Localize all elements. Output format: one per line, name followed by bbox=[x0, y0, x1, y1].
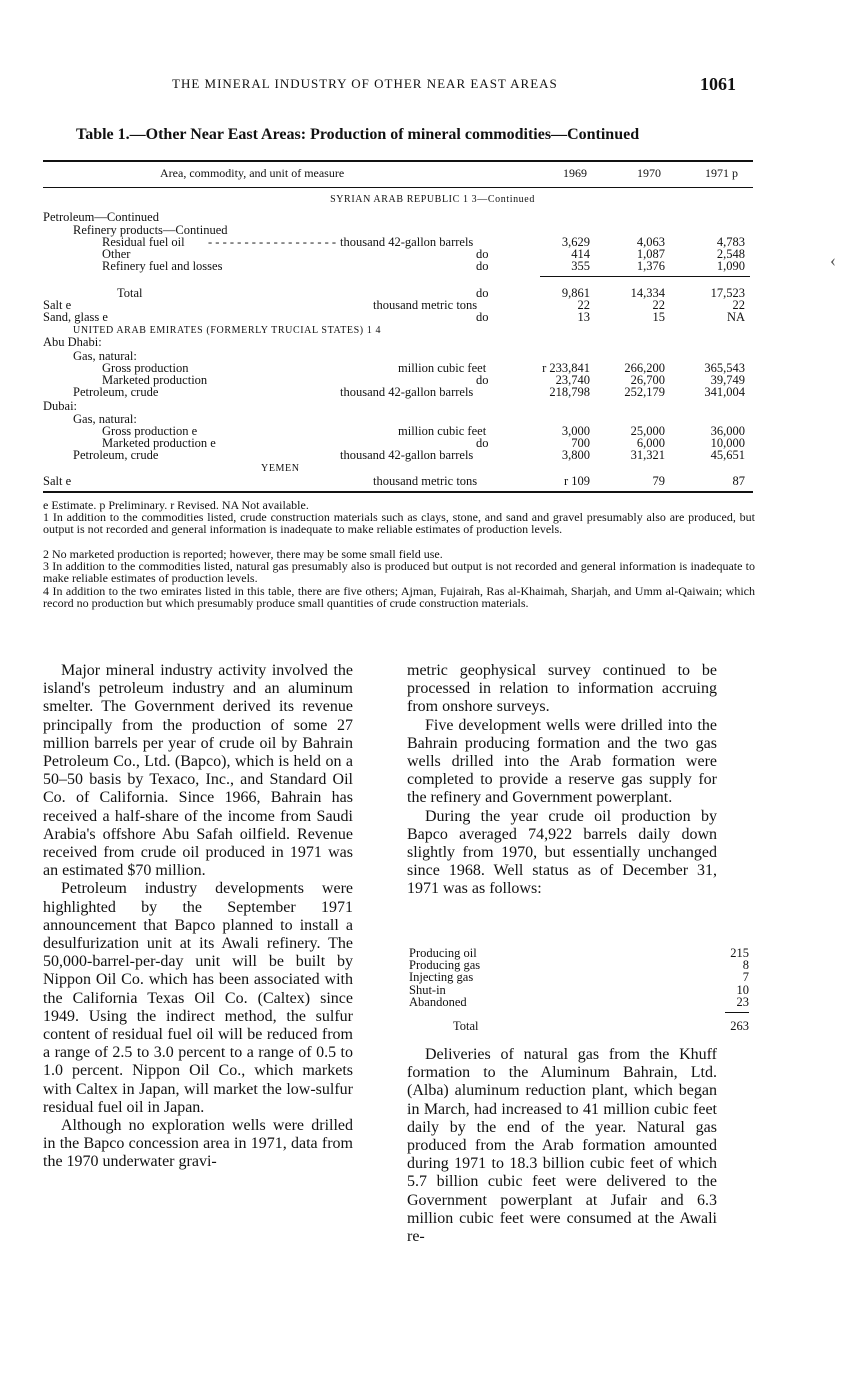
value-1969: 9,861 bbox=[561, 286, 590, 300]
row-label: Gas, natural: bbox=[73, 412, 137, 426]
well-total-value: 263 bbox=[730, 1019, 749, 1033]
value-1970: 25,000 bbox=[630, 424, 665, 438]
page-header bbox=[0, 74, 865, 96]
value-1969: 3,000 bbox=[561, 424, 590, 438]
row-unit: do bbox=[476, 259, 489, 273]
value-1970: 22 bbox=[652, 298, 665, 312]
value-1971: 1,090 bbox=[716, 259, 745, 273]
paragraph: Petroleum industry developments were highlighted by the September 1971 announcement that Bapco planned to install a desulfurization unit at its Awali refinery. The 50,000-barrel-per-day unit will be built by Nippon Oil Co. which has been associated with the California Texas Oil Co. (Caltex) since 1949. Using the indirect method, the sulfur content of residual fuel oil will be reduced from a range of 2.5 to 3.0 percent to a range of 0.5 to 1.0 percent. Nippon Oil Co., which markets with Caltex in Japan, will market the low-sulfur residual fuel oil in Japan. bbox=[43, 880, 353, 1116]
table-row bbox=[0, 311, 865, 324]
row-label: Salt e bbox=[43, 474, 72, 488]
page-number: 1061 bbox=[700, 74, 736, 94]
well-label: Producing oil bbox=[409, 946, 477, 960]
row-unit: thousand metric tons bbox=[373, 474, 478, 488]
table-row bbox=[0, 336, 865, 349]
section-heading: SYRIAN ARAB REPUBLIC 1 3—Continued bbox=[330, 194, 535, 205]
row-label: Total bbox=[117, 286, 143, 300]
row-unit: thousand metric tons bbox=[373, 298, 478, 312]
value-1971: 10,000 bbox=[710, 436, 745, 450]
paragraph: Deliveries of natural gas from the Khuff formation to the Aluminum Bahrain, Ltd. (Alba) aluminum reduction plant, which began in March, had increased to 41 million cubic feet daily by the end of the year. Natural gas produced from the Arab formation amounted during 1971 to 18.3 billion cubic feet of which 5.7 billion cubic feet were delivered to the Government powerplant at Jufair and 6.3 million cubic feet were consumed at the Awali re- bbox=[407, 1046, 717, 1246]
value-1970: 252,179 bbox=[624, 385, 665, 399]
value-1970: 31,321 bbox=[630, 448, 665, 462]
row-unit: do bbox=[476, 373, 489, 387]
value-1971: 45,651 bbox=[710, 448, 745, 462]
footnote: 2 No marketed production is reported; however, there may be some small field use. bbox=[43, 547, 443, 561]
value-1970: 26,700 bbox=[630, 373, 665, 387]
section-heading: YEMEN bbox=[261, 463, 300, 474]
row-unit: million cubic feet bbox=[398, 361, 487, 375]
table-bottom-rule bbox=[43, 491, 753, 493]
well-label: Abandoned bbox=[409, 995, 467, 1009]
value-1970: 14,334 bbox=[630, 286, 665, 300]
value-1971: 17,523 bbox=[710, 286, 745, 300]
running-title: THE MINERAL INDUSTRY OF OTHER NEAR EAST AREAS bbox=[172, 76, 558, 91]
table-row bbox=[0, 260, 865, 273]
value-1970: 4,063 bbox=[636, 235, 665, 249]
row-label: Marketed production bbox=[102, 373, 208, 387]
well-value: 7 bbox=[742, 970, 749, 984]
value-1970: 1,087 bbox=[636, 247, 665, 261]
row-label: Petroleum, crude bbox=[73, 385, 159, 399]
footnote: e Estimate. p Preliminary. r Revised. NA Not available. bbox=[43, 498, 309, 512]
total-rule bbox=[725, 1012, 749, 1013]
value-1969: 22 bbox=[577, 298, 590, 312]
row-label: Marketed production e bbox=[102, 436, 216, 450]
well-total-label: Total bbox=[453, 1019, 479, 1033]
value-1971: 365,543 bbox=[704, 361, 745, 375]
well-value: 10 bbox=[736, 983, 749, 997]
margin-mark: ‹ bbox=[830, 250, 836, 270]
footnote: 1 In addition to the commodities listed, crude construction materials such as clays, stone, and sand and gravel presumably also are produced, but output is not recorded and general information is inadequate to make reliable estimates of production levels. bbox=[43, 510, 755, 536]
row-label: Dubai: bbox=[43, 399, 78, 413]
row-unit: thousand 42-gallon barrels bbox=[340, 385, 474, 399]
section-heading: UNITED ARAB EMIRATES (FORMERLY TRUCIAL STATES) 1 4 bbox=[73, 325, 382, 336]
value-1970: 1,376 bbox=[636, 259, 665, 273]
value-1971: 341,004 bbox=[704, 385, 745, 399]
paragraph: Five development wells were drilled into the Bahrain producing formation and the two gas wells drilled into the Arab formation were completed to provide a reserve gas supply for the refinery and Government powerplant. bbox=[407, 716, 717, 807]
paragraph: Although no exploration wells were drilled in the Bapco concession area in 1971, data from the 1970 underwater gravi- bbox=[43, 1117, 353, 1171]
table-header-rule bbox=[43, 187, 753, 188]
value-1969: r 233,841 bbox=[542, 361, 590, 375]
row-unit: do bbox=[476, 310, 489, 324]
value-1970: 15 bbox=[652, 310, 665, 324]
value-1970: 79 bbox=[652, 474, 665, 488]
value-1969: 23,740 bbox=[555, 373, 590, 387]
value-1971: 4,783 bbox=[716, 235, 745, 249]
column-header-label: Area, commodity, and unit of measure bbox=[160, 166, 345, 180]
row-label: Gross production e bbox=[102, 424, 198, 438]
well-label: Shut-in bbox=[409, 983, 446, 997]
row-unit: million cubic feet bbox=[398, 424, 487, 438]
row-unit: thousand 42-gallon barrels bbox=[340, 235, 474, 249]
well-value: 23 bbox=[736, 995, 749, 1009]
footnote: 3 In addition to the commodities listed, natural gas presumably also is produced but output is not recorded and general information is inadequate to make reliable estimates of production levels. bbox=[43, 559, 755, 585]
row-label: Residual fuel oil bbox=[102, 235, 185, 249]
row-label: Other bbox=[102, 247, 131, 261]
row-label: Refinery products—Continued bbox=[73, 223, 228, 237]
value-1969: 3,800 bbox=[561, 448, 590, 462]
table-top-rule bbox=[43, 160, 753, 162]
value-1969: 414 bbox=[571, 247, 590, 261]
value-1971: 36,000 bbox=[710, 424, 745, 438]
paragraph: During the year crude oil production by Bapco averaged 74,922 barrels daily down slightly from 1970, but essentially unchanged since 1968. Well status as of December 31, 1971 was as follows: bbox=[407, 807, 717, 898]
well-total-row bbox=[409, 1020, 749, 1032]
row-label: Petroleum, crude bbox=[73, 448, 159, 462]
paragraph: metric geophysical survey continued to be processed in relation to information accruing from onshore surveys. bbox=[407, 662, 717, 716]
table-row bbox=[0, 475, 865, 488]
table-row bbox=[0, 386, 865, 399]
table-row bbox=[0, 449, 865, 462]
value-1969: 700 bbox=[571, 436, 590, 450]
column-header-1970: 1970 bbox=[637, 166, 661, 180]
value-1969: 13 bbox=[577, 310, 590, 324]
well-status-row bbox=[409, 971, 749, 983]
row-label: Petroleum—Continued bbox=[43, 210, 159, 224]
table-row bbox=[0, 193, 865, 206]
well-value: 215 bbox=[730, 946, 749, 960]
value-1969: r 109 bbox=[563, 474, 590, 488]
value-1970: 6,000 bbox=[636, 436, 665, 450]
row-label: Gas, natural: bbox=[73, 349, 137, 363]
total-rule bbox=[540, 276, 750, 277]
value-1971: 39,749 bbox=[710, 373, 745, 387]
row-label: Gross production bbox=[102, 361, 189, 375]
well-label: Producing gas bbox=[409, 958, 481, 972]
row-unit: thousand 42-gallon barrels bbox=[340, 448, 474, 462]
value-1971: 2,548 bbox=[716, 247, 745, 261]
right-column-top bbox=[407, 662, 717, 899]
paragraph: Major mineral industry activity involved the island's petroleum industry and an aluminum smelter. The Government derived its revenue principally from the production of some 27 million barrels per year of crude oil by Bahrain Petroleum Co., Ltd. (Bapco), which is held on a 50–50 basis by Texaco, Inc., and Standard Oil Co. of California. Since 1966, Bahrain has received a half-share of the income from Saudi Arabia's offshore Abu Safah oilfield. Revenue received from crude oil produced in 1971 was an estimated $70 million. bbox=[43, 662, 353, 880]
table-row: Residual fuel oil - - - - - - - - - - - - - - - - - - thousand 42-gallon barrels 3,629 4,063 4,783 bbox=[102, 235, 745, 249]
row-label: Sand, glass e bbox=[43, 310, 108, 324]
row-unit: do bbox=[476, 286, 489, 300]
right-column-bottom bbox=[407, 1046, 717, 1246]
value-1969: 218,798 bbox=[549, 385, 590, 399]
value-1971: NA bbox=[726, 310, 745, 324]
value-1971: 87 bbox=[732, 474, 745, 488]
table-caption: Table 1.—Other Near East Areas: Production of mineral commodities—Continued bbox=[76, 126, 640, 143]
value-1970: 266,200 bbox=[624, 361, 665, 375]
column-header-1971: 1971 p bbox=[705, 166, 738, 180]
value-1971: 22 bbox=[732, 298, 745, 312]
well-status-row bbox=[409, 996, 749, 1008]
footnote: 4 In addition to the two emirates listed in this table, there are five others; Ajman, Fujairah, Ras al-Khaimah, Sharjah, and Umm al-Qaiwain; which record no production but which presumably produce small quantities of crude construction materials. bbox=[43, 584, 755, 610]
value-1969: 355 bbox=[571, 259, 590, 273]
well-value: 8 bbox=[742, 958, 749, 972]
value-1969: 3,629 bbox=[561, 235, 590, 249]
column-header-1969: 1969 bbox=[563, 166, 587, 180]
row-label: Refinery fuel and losses bbox=[102, 259, 223, 273]
row-unit: do bbox=[476, 247, 489, 261]
row-label: Salt e bbox=[43, 298, 72, 312]
left-column bbox=[43, 662, 353, 1172]
row-label: Abu Dhabi: bbox=[43, 335, 102, 349]
well-label: Injecting gas bbox=[409, 970, 474, 984]
row-unit: do bbox=[476, 436, 489, 450]
